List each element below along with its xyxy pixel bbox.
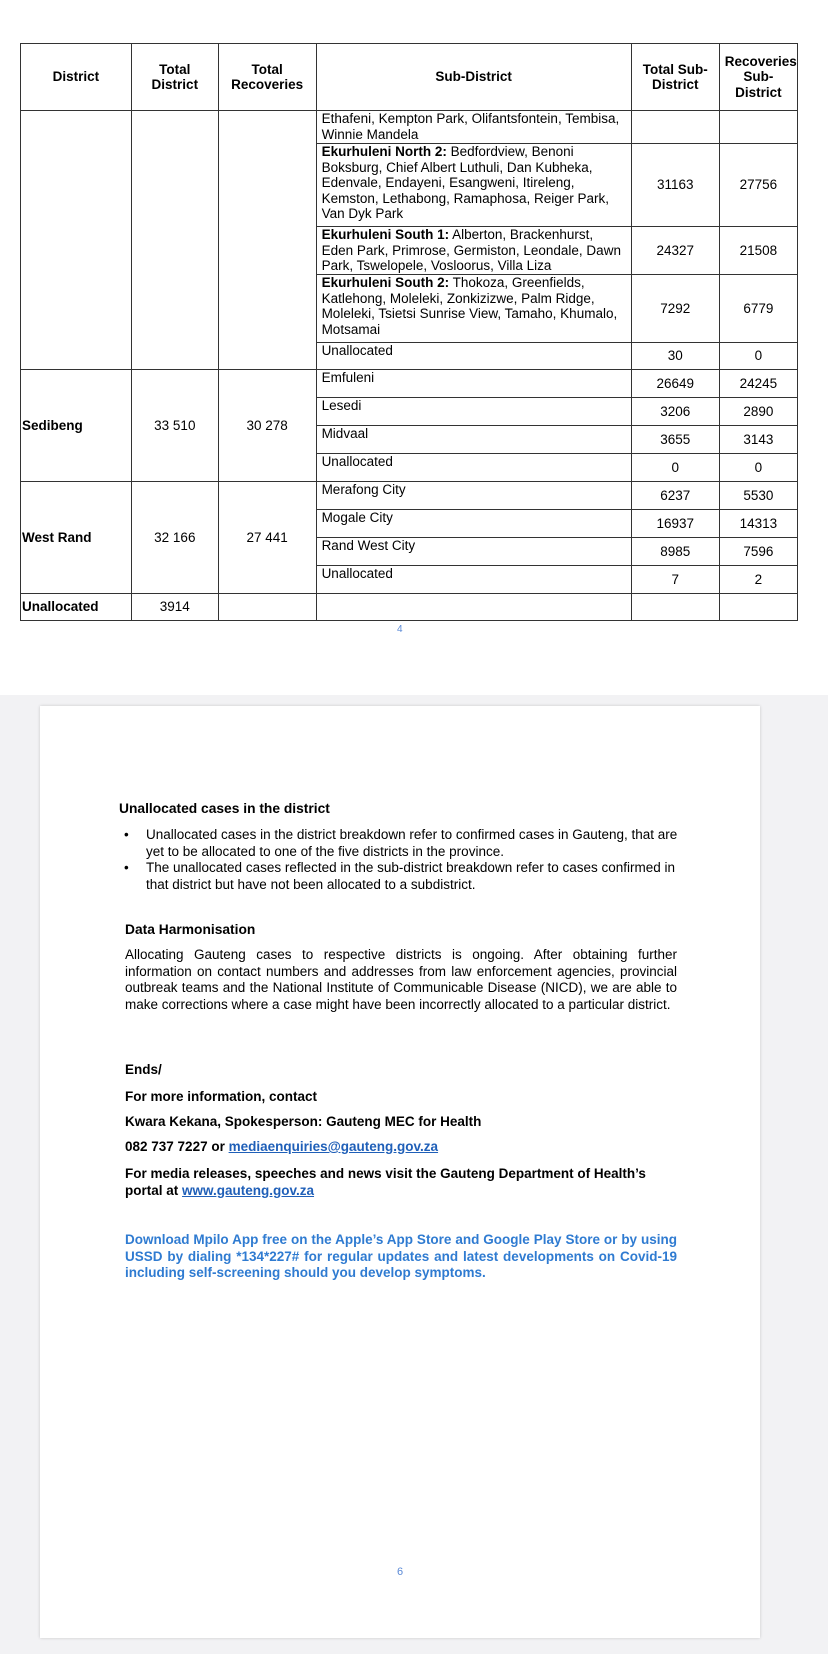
table-header-row	[21, 44, 798, 111]
district-recoveries-cell: 27 441	[218, 482, 316, 594]
district-total-cell: 33 510	[131, 370, 218, 482]
ends-marker: Ends/	[125, 1062, 162, 1077]
district-recoveries-cell	[218, 111, 316, 370]
header-district: District	[21, 44, 132, 111]
page-number: 4	[397, 624, 403, 635]
district-total-cell	[131, 111, 218, 370]
portal-link[interactable]: www.gauteng.gov.za	[182, 1182, 315, 1198]
sub-district-cell: Ekurhuleni South 2: Thokoza, Greenfields, Katlehong, Moleleki, Zonkizizwe, Palm Ridge, Moleleki, Tsietsi Sunrise View, Tamaho, Khumalo, Motsamai	[316, 275, 631, 343]
sub-total-cell: 30	[631, 343, 719, 370]
sub-total-cell: 24327	[631, 227, 719, 275]
sub-district-cell: Midvaal	[316, 426, 631, 454]
district-cell: Unallocated	[21, 594, 132, 621]
cases-table	[20, 43, 798, 621]
district-cell: West Rand	[21, 482, 132, 594]
header-sub-district: Sub-District	[316, 44, 631, 111]
sub-recoveries-cell: 0	[719, 454, 797, 482]
sub-total-cell: 0	[631, 454, 719, 482]
sub-total-cell	[631, 594, 719, 621]
header-total-recoveries: Total Recoveries	[218, 44, 316, 111]
sub-district-cell: Mogale City	[316, 510, 631, 538]
sub-recoveries-cell: 0	[719, 343, 797, 370]
table-row	[21, 111, 798, 144]
sub-recoveries-cell: 2890	[719, 398, 797, 426]
sub-recoveries-cell: 14313	[719, 510, 797, 538]
bullet-icon: •	[124, 860, 129, 875]
sub-recoveries-cell: 7596	[719, 538, 797, 566]
district-total-cell: 32 166	[131, 482, 218, 594]
header-total-district: Total District	[131, 44, 218, 111]
page-4	[0, 0, 828, 695]
sub-recoveries-cell: 24245	[719, 370, 797, 398]
sub-total-cell: 7292	[631, 275, 719, 343]
section-heading-unallocated: Unallocated cases in the district	[119, 801, 330, 816]
sub-total-cell: 16937	[631, 510, 719, 538]
sub-recoveries-cell	[719, 594, 797, 621]
sub-recoveries-cell: 27756	[719, 144, 797, 227]
sub-recoveries-cell: 21508	[719, 227, 797, 275]
portal-line: For media releases, speeches and news visit the Gauteng Department of Health’s portal at www.gauteng.gov.za	[125, 1166, 646, 1198]
table-row	[21, 482, 798, 510]
mpilo-app-note: Download Mpilo App free on the Apple’s App Store and Google Play Store or by using USSD by dialing *134*227# for regular updates and latest developments on Covid-19 including self-screening should you develop symptoms.	[125, 1232, 677, 1280]
sub-recoveries-cell	[719, 111, 797, 144]
sub-total-cell: 6237	[631, 482, 719, 510]
sub-district-cell: Merafong City	[316, 482, 631, 510]
section-heading-harmonisation: Data Harmonisation	[125, 922, 256, 937]
list-item: • Unallocated cases in the district breakdown refer to confirmed cases in Gauteng, that are yet to be allocated to one of the five districts in the province.	[124, 827, 678, 859]
sub-district-cell: Emfuleni	[316, 370, 631, 398]
header-recoveries-sub-district: Recoveries Sub-District	[719, 44, 797, 111]
sub-total-cell	[631, 111, 719, 144]
sub-district-cell	[316, 594, 631, 621]
sub-district-cell: Rand West City	[316, 538, 631, 566]
sub-district-cell: Ekurhuleni North 2: Bedfordview, Benoni Boksburg, Chief Albert Luthuli, Dan Kubheka, Edenvale, Endayeni, Esangweni, Itireleng, Kemston, Lethabong, Ramaphosa, Reiger Park, Van Dyk Park	[316, 144, 631, 227]
bullet-icon: •	[124, 827, 129, 842]
sub-recoveries-cell: 2	[719, 566, 797, 594]
district-recoveries-cell	[218, 594, 316, 621]
sub-total-cell: 26649	[631, 370, 719, 398]
contact-heading: For more information, contact	[125, 1089, 318, 1104]
page-number: 6	[397, 1566, 404, 1578]
spokesperson-line: Kwara Kekana, Spokesperson: Gauteng MEC for Health	[125, 1114, 482, 1129]
sub-recoveries-cell: 5530	[719, 482, 797, 510]
district-cell	[21, 111, 132, 370]
email-link[interactable]: mediaenquiries@gauteng.gov.za	[228, 1139, 439, 1154]
district-total-cell: 3914	[131, 594, 218, 621]
sub-total-cell: 31163	[631, 144, 719, 227]
sub-district-cell: Unallocated	[316, 454, 631, 482]
sub-total-cell: 3206	[631, 398, 719, 426]
harmonisation-paragraph: Allocating Gauteng cases to respective districts is ongoing. After obtaining further information on contact numbers and addresses from law enforcement agencies, provincial outbreak teams and the National Institute of Communicable Disease (NICD), we are able to make corrections where a case might have been incorrectly allocated to a particular district.	[125, 947, 677, 1012]
unallocated-bullet-list	[120, 827, 680, 893]
list-item: • The unallocated cases reflected in the sub-district breakdown refer to cases confirmed in that district but have not been allocated to a subdistrict.	[124, 860, 676, 892]
sub-district-cell: Unallocated	[316, 343, 631, 370]
table-row	[21, 370, 798, 398]
sub-district-cell: Unallocated	[316, 566, 631, 594]
sub-total-cell: 3655	[631, 426, 719, 454]
header-total-sub-district: Total Sub-District	[631, 44, 719, 111]
sub-recoveries-cell: 6779	[719, 275, 797, 343]
sub-total-cell: 7	[631, 566, 719, 594]
sub-district-cell: Ekurhuleni South 1: Alberton, Brackenhurst, Eden Park, Primrose, Germiston, Leondale, Dawn Park, Tswelopele, Vosloorus, Villa Liza	[316, 227, 631, 275]
sub-recoveries-cell: 3143	[719, 426, 797, 454]
district-recoveries-cell: 30 278	[218, 370, 316, 482]
sub-district-cell: Ethafeni, Kempton Park, Olifantsfontein, Tembisa, Winnie Mandela	[316, 111, 631, 144]
phone-line: 082 737 7227 or mediaenquiries@gauteng.gov.za	[125, 1139, 439, 1154]
sub-district-cell: Lesedi	[316, 398, 631, 426]
table-row	[21, 594, 798, 621]
district-cell: Sedibeng	[21, 370, 132, 482]
sub-total-cell: 8985	[631, 538, 719, 566]
